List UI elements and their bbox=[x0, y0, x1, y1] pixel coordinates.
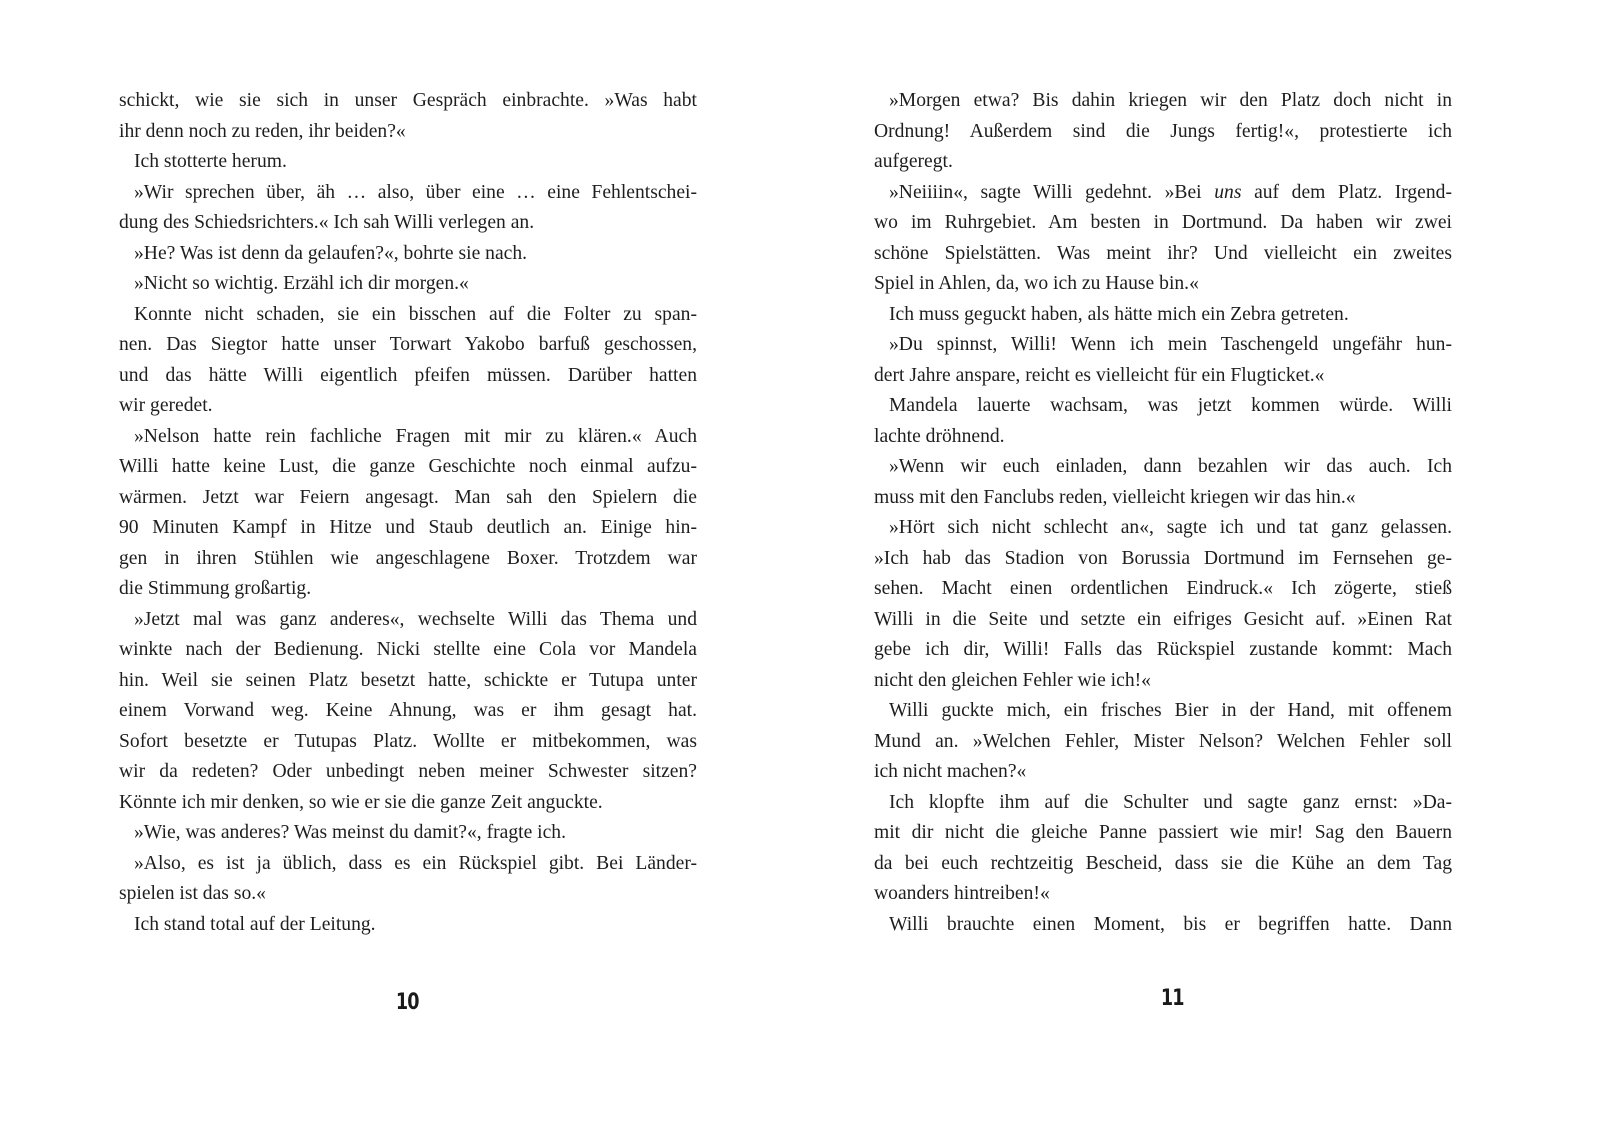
text-line: Willi guckte mich, ein frisches Bier in der Hand, mit offenem bbox=[889, 700, 1452, 721]
text-line: wir da redeten? Oder unbedingt neben meiner Schwester sitzen? bbox=[119, 761, 697, 782]
text-line: Sofort besetzte er Tutupas Platz. Wollte er mitbekommen, was bbox=[119, 730, 697, 752]
text-line: »Also, es ist ja üblich, dass es ein Rückspiel gibt. Bei Länder- bbox=[134, 852, 697, 874]
text-segment: »Neiiiin«, sagte Willi gedehnt. »Bei bbox=[889, 181, 1215, 203]
text-segment: auf dem Platz. Irgend- bbox=[1241, 181, 1452, 203]
text-line: gen in ihren Stühlen wie angeschlagene Boxer. Trotzdem war bbox=[119, 547, 697, 569]
text-line: »Nicht so wichtig. Erzähl ich dir morgen.« bbox=[134, 273, 469, 294]
text-line: Könnte ich mir denken, so wie er sie die ganze Zeit anguckte. bbox=[119, 791, 603, 813]
text-line: Ich stotterte herum. bbox=[134, 151, 287, 172]
text-line: woanders hintreiben!« bbox=[874, 883, 1050, 904]
text-line: hin. Weil sie seinen Platz besetzt hatte, schickte er Tutupa unter bbox=[119, 669, 697, 691]
text-line: Ich klopfte ihm auf die Schulter und sagte ganz ernst: »Da- bbox=[889, 791, 1452, 813]
text-line: wärmen. Jetzt war Feiern angesagt. Man sah den Spielern die bbox=[119, 486, 697, 508]
page-number-left: 10 bbox=[395, 990, 419, 1015]
text-line: »Du spinnst, Willi! Wenn ich mein Taschengeld ungefähr hun- bbox=[889, 334, 1452, 355]
text-line: Ich stand total auf der Leitung. bbox=[134, 913, 376, 935]
text-line: aufgeregt. bbox=[874, 151, 953, 172]
text-line: Spiel in Ahlen, da, wo ich zu Hause bin.« bbox=[874, 273, 1199, 294]
text-line: »Jetzt mal was ganz anderes«, wechselte Willi das Thema und bbox=[134, 608, 697, 630]
text-line: spielen ist das so.« bbox=[119, 883, 266, 904]
text-line: und das hätte Willi eigentlich pfeifen müssen. Darüber hatten bbox=[119, 364, 697, 386]
text-line: Konnte nicht schaden, sie ein bisschen auf die Folter zu span- bbox=[134, 303, 697, 325]
text-line: einem Vorwand weg. Keine Ahnung, was er ihm gesagt hat. bbox=[119, 700, 697, 721]
text-line: Willi brauchte einen Moment, bis er begriffen hatte. Dann bbox=[889, 913, 1452, 935]
page-number-right: 11 bbox=[1160, 986, 1184, 1011]
text-line: Mandela lauerte wachsam, was jetzt kommen würde. Willi bbox=[889, 395, 1452, 416]
text-line: schickt, wie sie sich in unser Gespräch einbrachte. »Was habt bbox=[119, 90, 697, 111]
text-line: »Wir sprechen über, äh … also, über eine … eine Fehlentschei- bbox=[134, 181, 697, 203]
emphasized-word: uns bbox=[1214, 181, 1242, 203]
text-line: dung des Schiedsrichters.« Ich sah Willi verlegen an. bbox=[119, 212, 535, 233]
text-line: »He? Was ist denn da gelaufen?«, bohrte sie nach. bbox=[134, 242, 528, 264]
text-line: »Morgen etwa? Bis dahin kriegen wir den Platz doch nicht in bbox=[889, 90, 1452, 111]
text-line: da bei euch rechtzeitig Bescheid, dass sie die Kühe an dem Tag bbox=[874, 852, 1452, 874]
text-line: »Nelson hatte rein fachliche Fragen mit mir zu klären.« Auch bbox=[134, 425, 697, 447]
text-line: wo im Ruhrgebiet. Am besten in Dortmund. Da haben wir zwei bbox=[874, 212, 1452, 233]
text-line: gebe ich dir, Willi! Falls das Rückspiel zustande kommt: Mach bbox=[874, 639, 1452, 660]
text-line: nicht den gleichen Fehler wie ich!« bbox=[874, 669, 1151, 691]
text-line: Ordnung! Außerdem sind die Jungs fertig!«, protestierte ich bbox=[874, 120, 1452, 142]
text-line: winkte nach der Bedienung. Nicki stellte eine Cola vor Mandela bbox=[119, 639, 697, 660]
text-line: Mund an. »Welchen Fehler, Mister Nelson? Welchen Fehler soll bbox=[874, 730, 1452, 752]
text-line: 90 Minuten Kampf in Hitze und Staub deutlich an. Einige hin- bbox=[119, 517, 697, 538]
text-line: wir geredet. bbox=[119, 395, 213, 416]
text-line: sehen. Macht einen ordentlichen Eindruck.« Ich zögerte, stieß bbox=[874, 578, 1452, 599]
text-line: ihr denn noch zu reden, ihr beiden?« bbox=[119, 120, 406, 142]
text-line: Willi in die Seite und setzte ein eifriges Gesicht auf. »Einen Rat bbox=[874, 608, 1452, 630]
right-page-text bbox=[874, 86, 1452, 940]
text-line: die Stimmung großartig. bbox=[119, 578, 312, 599]
left-page-text bbox=[119, 86, 697, 940]
text-line: »Ich hab das Stadion von Borussia Dortmund im Fernsehen ge- bbox=[874, 547, 1452, 569]
text-line: »Wenn wir euch einladen, dann bezahlen wir das auch. Ich bbox=[889, 456, 1452, 477]
text-line: muss mit den Fanclubs reden, vielleicht kriegen wir das hin.« bbox=[874, 486, 1356, 508]
text-line: Ich muss geguckt haben, als hätte mich ein Zebra getreten. bbox=[889, 303, 1349, 325]
text-line: dert Jahre anspare, reicht es vielleicht für ein Flugticket.« bbox=[874, 364, 1325, 386]
text-line: Willi hatte keine Lust, die ganze Geschichte noch einmal aufzu- bbox=[119, 456, 697, 477]
text-line: nen. Das Siegtor hatte unser Torwart Yakobo barfuß geschossen, bbox=[119, 334, 697, 355]
text-line: lachte dröhnend. bbox=[874, 425, 1005, 447]
text-line: mit dir nicht die gleiche Panne passiert wie mir! Sag den Bauern bbox=[874, 822, 1452, 843]
text-line: »Wie, was anderes? Was meinst du damit?«, fragte ich. bbox=[134, 822, 566, 843]
text-line bbox=[874, 178, 1452, 209]
text-line: »Hört sich nicht schlecht an«, sagte ich und tat ganz gelassen. bbox=[889, 517, 1452, 538]
text-line: ich nicht machen?« bbox=[874, 761, 1027, 782]
text-line: schöne Spielstätten. Was meint ihr? Und vielleicht ein zweites bbox=[874, 242, 1452, 264]
